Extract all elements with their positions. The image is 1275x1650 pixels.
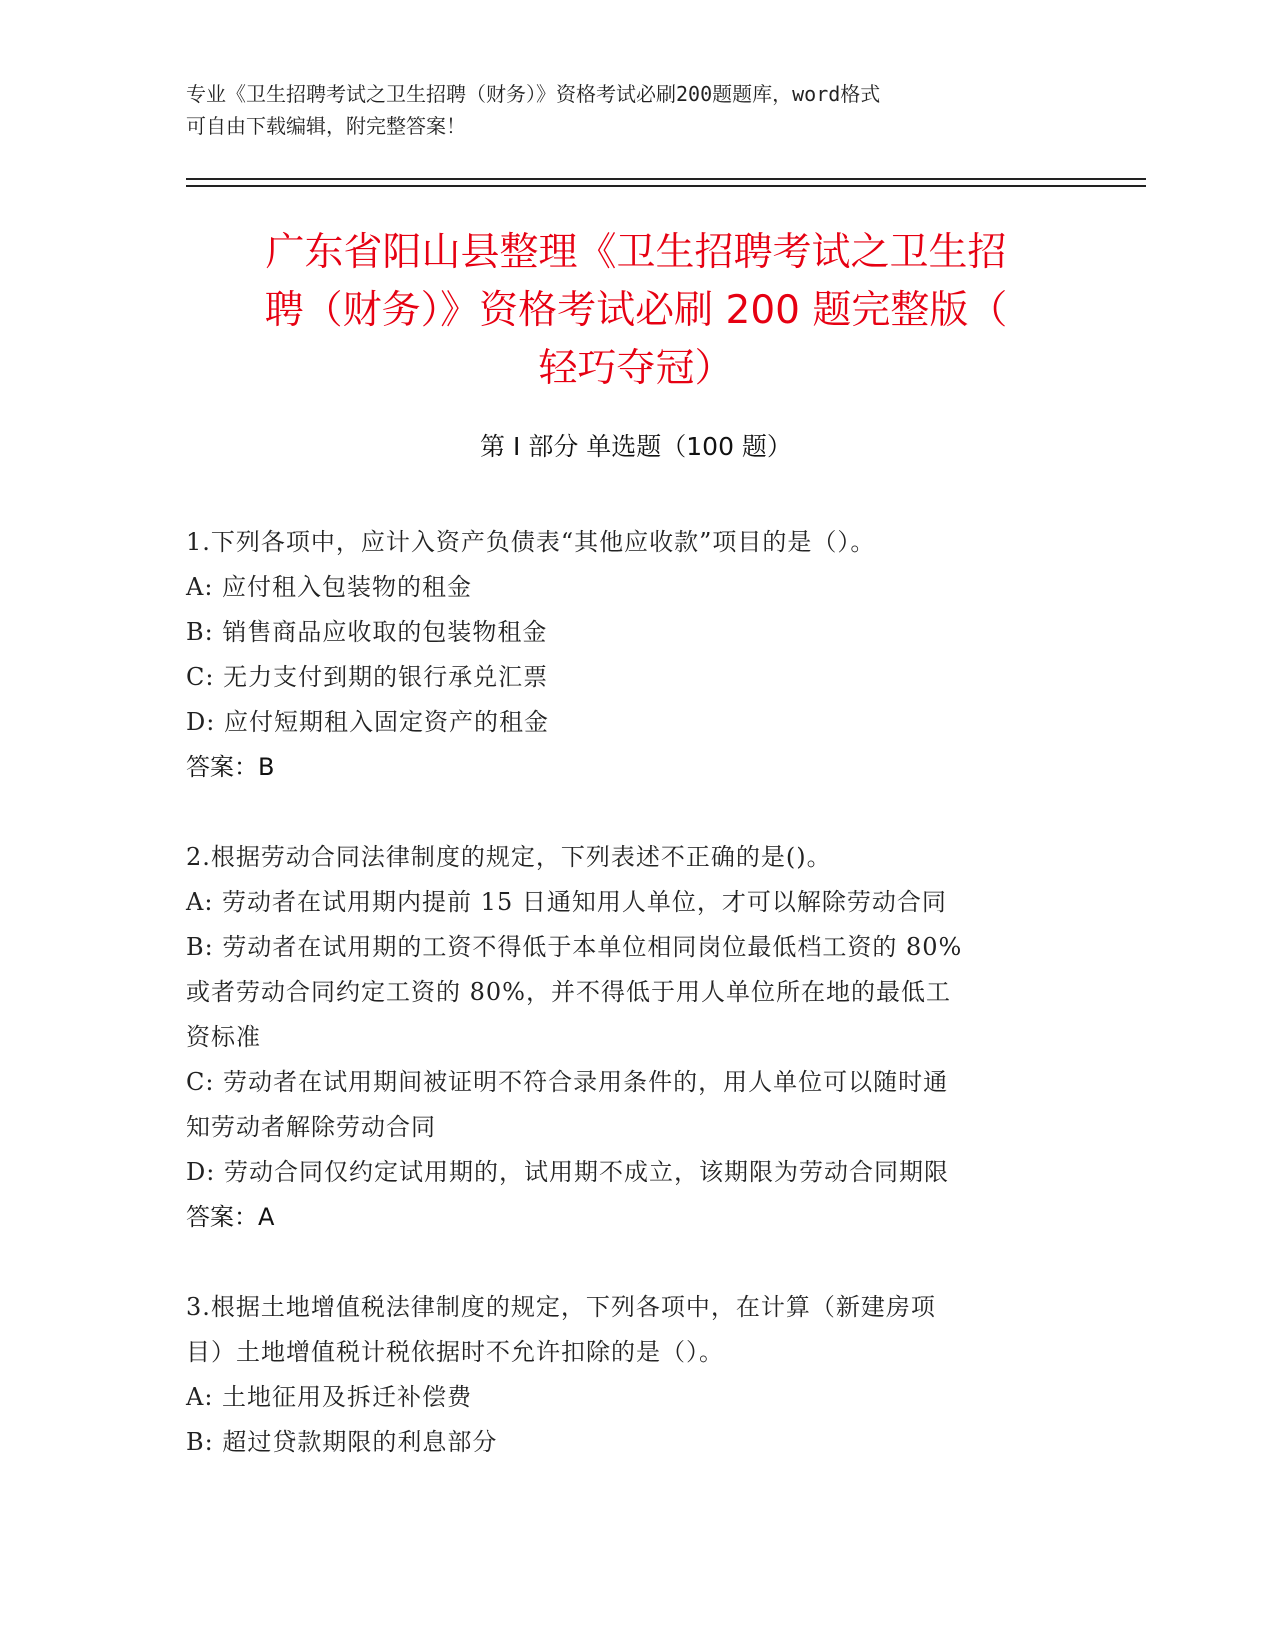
- question-list: [186, 520, 1076, 1510]
- question-stem: 2.根据劳动合同法律制度的规定，下列表述不正确的是()。: [186, 843, 832, 871]
- answer-key: 答案：A: [186, 1203, 275, 1231]
- question-item: [186, 835, 1076, 1240]
- answer-option: B: 销售商品应收取的包装物租金: [186, 618, 548, 646]
- title-line: 聘（财务）》资格考试必刷 200 题完整版（: [264, 288, 1008, 333]
- title-line: 轻巧夺冠）: [538, 346, 734, 391]
- intro-line: 专业《卫生招聘考试之卫生招聘（财务）》资格考试必刷200题题库，word格式: [186, 82, 881, 106]
- document-title: [186, 224, 1086, 398]
- answer-option: B: 劳动者在试用期的工资不得低于本单位相同岗位最低档工资的 80%: [186, 933, 963, 961]
- answer-option: D: 应付短期租入固定资产的租金: [186, 708, 549, 736]
- answer-option: 或者劳动合同约定工资的 80%，并不得低于用人单位所在地的最低工: [186, 978, 951, 1006]
- question-stem: 1.下列各项中，应计入资产负债表“其他应收款”项目的是（）。: [186, 528, 876, 556]
- answer-option: A: 土地征用及拆迁补偿费: [186, 1383, 473, 1411]
- question-stem: 3.根据土地增值税法律制度的规定，下列各项中，在计算（新建房项: [186, 1293, 936, 1321]
- answer-option: 知劳动者解除劳动合同: [186, 1113, 436, 1141]
- answer-option: A: 应付租入包装物的租金: [186, 573, 473, 601]
- answer-option: 资标准: [186, 1023, 261, 1051]
- answer-option: A: 劳动者在试用期内提前 15 日通知用人单位，才可以解除劳动合同: [186, 888, 947, 916]
- answer-option: B: 超过贷款期限的利息部分: [186, 1428, 498, 1456]
- title-line: 广东省阳山县整理《卫生招聘考试之卫生招: [265, 230, 1007, 275]
- question-stem: 目）土地增值税计税依据时不允许扣除的是（）。: [186, 1338, 724, 1366]
- answer-option: C: 劳动者在试用期间被证明不符合录用条件的，用人单位可以随时通: [186, 1068, 949, 1096]
- answer-key: 答案：B: [186, 753, 275, 781]
- intro-line: 可自由下载编辑，附完整答案！: [186, 114, 466, 138]
- answer-option: D: 劳动合同仅约定试用期的，试用期不成立，该期限为劳动合同期限: [186, 1158, 949, 1186]
- question-item: [186, 1285, 1076, 1465]
- intro-text: [186, 78, 1086, 142]
- header-divider: [186, 185, 1146, 187]
- answer-option: C: 无力支付到期的银行承兑汇票: [186, 663, 549, 691]
- header-divider: [186, 178, 1146, 180]
- section-heading: 第 I 部分 单选题（100 题）: [480, 432, 792, 461]
- question-item: [186, 520, 1076, 790]
